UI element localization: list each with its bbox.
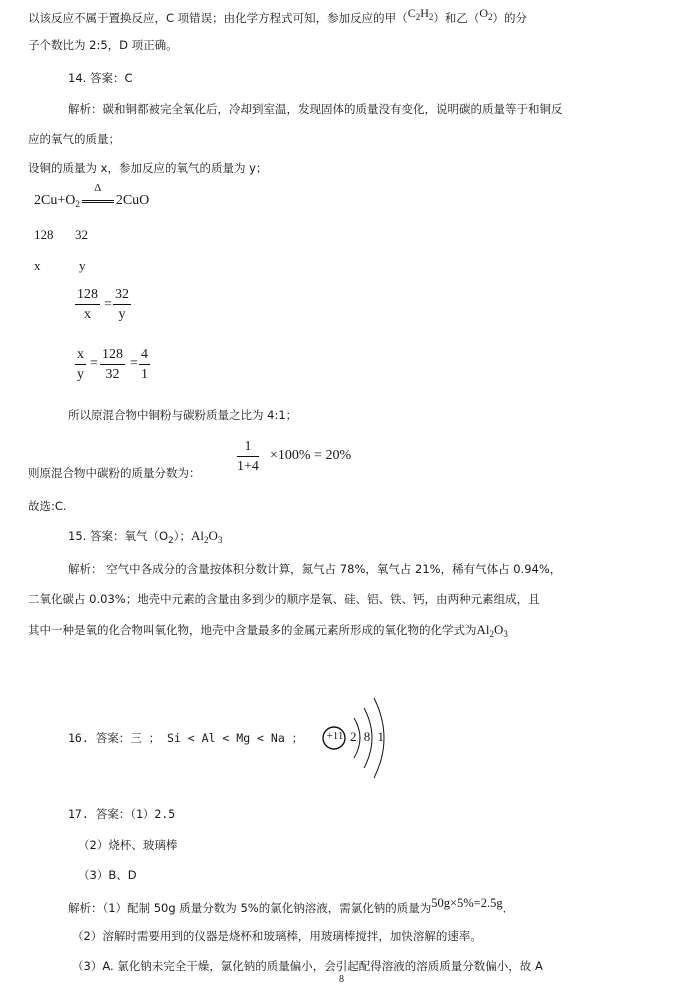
- formula-al2o3: $Al_2O_3$: [476, 622, 508, 639]
- q17-explanation-line-1: 解析：（1）配制 50g 质量分数为 5%的氯化钠溶液，需氯化钠的质量为50g×5%=2.5g．: [68, 896, 515, 915]
- q17-explanation-line-2: （2）溶解时需要用到的仪器是烧杯和玻璃棒，用玻璃棒搅拌，加快溶解的速率。: [72, 929, 482, 943]
- equals-sign: =: [104, 297, 112, 312]
- mass-32: 32: [75, 227, 88, 242]
- fraction-1-over-1plus4: $\frac{1}{1+4}$: [237, 439, 259, 474]
- q14-explanation-line-1: 解析：碳和铜都被完全氧化后，冷却到室温，发现固体的质量没有变化，说明碳的质量等于和铜反: [68, 102, 563, 116]
- heating-arrow: Δ: [80, 193, 116, 209]
- q15-explanation-line-1: 解析： 空气中各成分的含量按体积分数计算，氮气占 78%，氧气占 21%，稀有气体占 0.94%，: [68, 562, 562, 576]
- fraction-128-over-32: $\frac{128}{32}$: [102, 347, 123, 382]
- q17-answer: 17. 答案：（1）2.5: [68, 807, 176, 821]
- text-segment: ）和乙（: [433, 11, 480, 25]
- q17-answer-2: （2）烧杯、玻璃棒: [78, 838, 178, 852]
- fraction-4-over-1: $\frac{4}{1}$: [141, 347, 148, 382]
- formula-al2o3: $Al_2O_3$: [190, 528, 223, 545]
- text-segment: ）的分: [492, 11, 528, 25]
- chemical-equation: $2Cu+O_2$ Δ 2CuO: [34, 182, 150, 209]
- var-y: y: [79, 258, 86, 273]
- q14-answer: 14. 答案：C: [68, 71, 133, 85]
- var-x: x: [34, 258, 41, 273]
- fraction-x-over-y: $\frac{x}{y}$: [77, 347, 84, 382]
- fraction-32-over-y: $\frac{32}{y}$: [115, 287, 129, 322]
- q14-explanation-line-3: 设铜的质量为 x，参加反应的氧气的质量为 y；: [28, 161, 268, 175]
- formula-o2: $O_2$: [479, 6, 493, 22]
- equals-sign: =: [90, 356, 98, 371]
- q14-carbon-line: 则原混合物中碳粉的质量分数为：: [28, 466, 201, 480]
- page-number: 8: [339, 974, 344, 985]
- q15-explanation-line-3: 其中一种是氧的化合物叫氧化物，地壳中含量最多的金属元素所形成的氧化物的化学式为$Al_2O_3$: [28, 622, 508, 639]
- sodium-atom-structure-diagram: [318, 694, 398, 784]
- q14-ratio-line: 所以原混合物中铜粉与碳粉质量之比为 4:1；: [68, 408, 298, 422]
- q14-explanation-line-2: 应的氧气的质量；: [28, 132, 120, 146]
- nucleus-charge: +11: [326, 730, 344, 742]
- electron-shells: 2 8 1: [350, 729, 384, 744]
- equals-sign: =: [130, 356, 138, 371]
- fraction-128-over-x: $\frac{128}{x}$: [77, 287, 98, 322]
- q17-explanation-line-3: （3）A. 氯化钠未完全干燥，氯化钠的质量偏小，会引起配得溶液的溶质质量分数偏小，故 A: [72, 959, 543, 973]
- q15-explanation-line-2: 二氧化碳占 0.03%；地壳中元素的含量由多到少的顺序是氧、硅、铝、铁、钙，由两种元素组成，且: [28, 592, 540, 606]
- percentage-result: ×100% = 20%: [270, 448, 352, 463]
- text-segment: 以该反应不属于置换反应，C 项错误；由化学方程式可知，参加反应的甲（: [28, 11, 408, 25]
- q16-answer: 16. 答案：三 ； Si < Al < Mg < Na ；: [68, 731, 304, 745]
- q15-answer: 15. 答案：氧气$(O_2)$；$Al_2O_3$: [68, 528, 223, 546]
- mass-128: 128: [34, 227, 54, 242]
- formula-c2h2: $C_2H_2$: [407, 6, 434, 22]
- text-line-2: 子个数比为 2:5，D 项正确。: [28, 38, 178, 52]
- text-line-1: [28, 6, 528, 27]
- q17-answer-3: （3）B、D: [78, 868, 137, 882]
- q14-choice: 故选:C.: [28, 499, 67, 513]
